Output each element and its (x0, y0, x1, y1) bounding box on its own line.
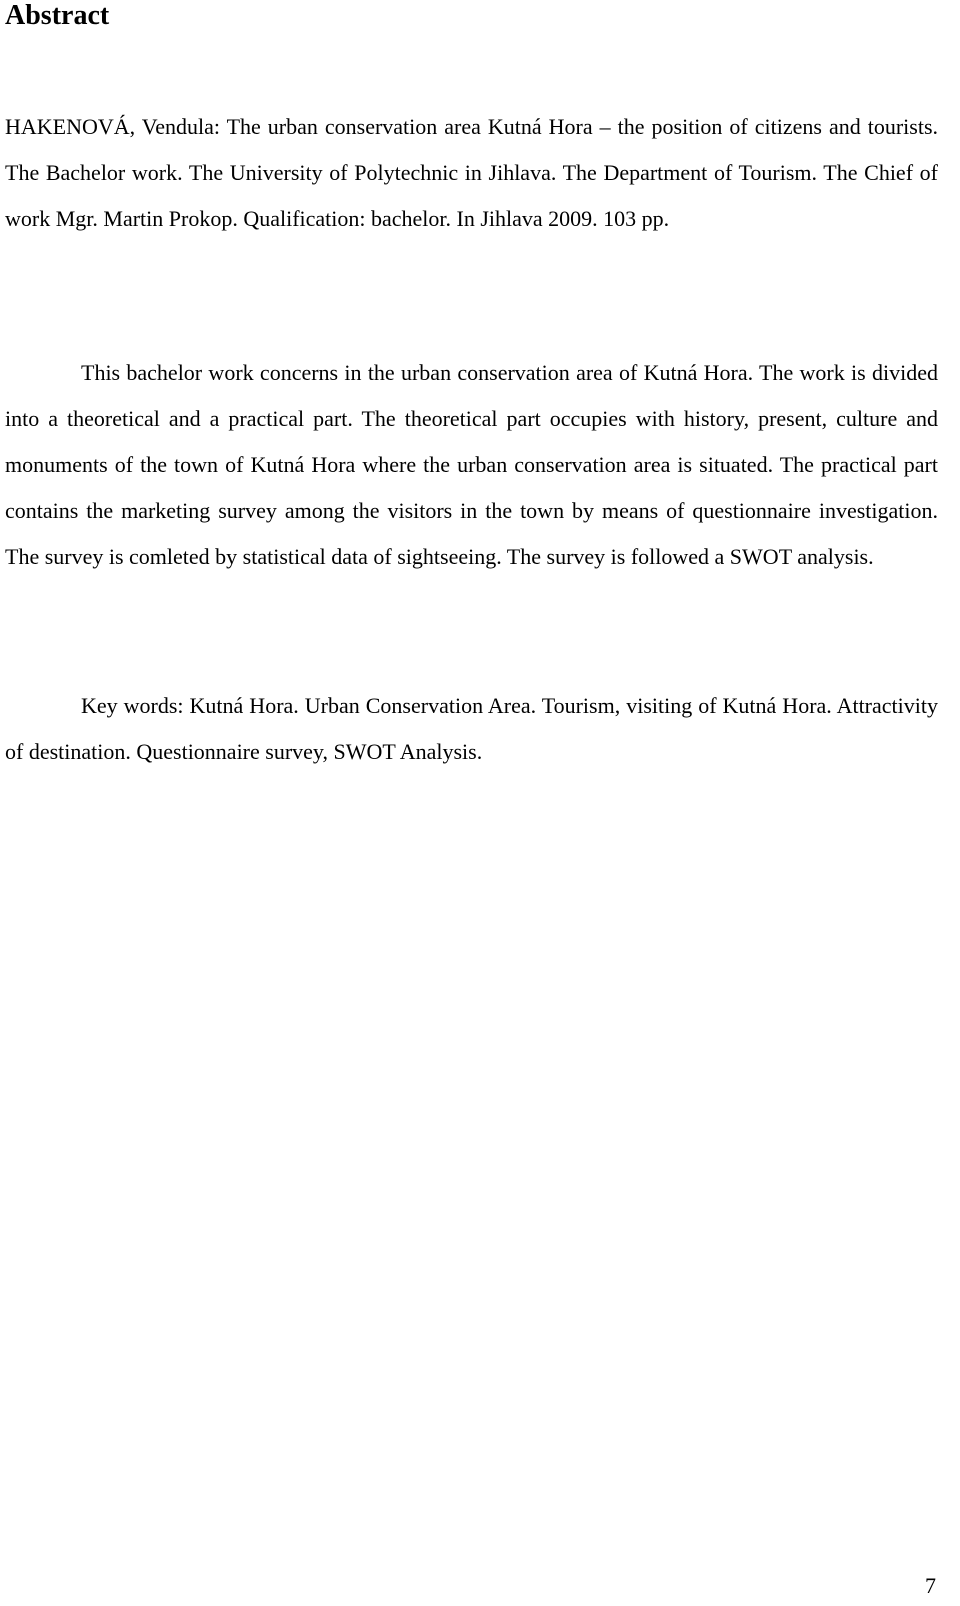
citation-paragraph: HAKENOVÁ, Vendula: The urban conservation area Kutná Hora – the position of citizens and tourists. The Bachelor work. The University of Polytechnic in Jihlava. The Department of Tourism. The Chief of work Mgr. Martin Prokop. Qualification: bachelor. In Jihlava 2009. 103 pp. (5, 114, 938, 231)
keywords-paragraph: Key words: Kutná Hora. Urban Conservation Area. Tourism, visiting of Kutná Hora. Attractivity of destination. Questionnaire survey, SWOT Analysis. (5, 693, 938, 764)
abstract-body-paragraph: This bachelor work concerns in the urban conservation area of Kutná Hora. The work is divided into a theoretical and a practical part. The theoretical part occupies with history, present, culture and monuments of the town of Kutná Hora where the urban conservation area is situated. The practical part contains the marketing survey among the visitors in the town by means of questionnaire investigation. The survey is comleted by statistical data of sightseeing. The survey is followed a SWOT analysis. (5, 360, 938, 569)
page-number: 7 (925, 1573, 936, 1598)
abstract-heading: Abstract (5, 0, 110, 31)
